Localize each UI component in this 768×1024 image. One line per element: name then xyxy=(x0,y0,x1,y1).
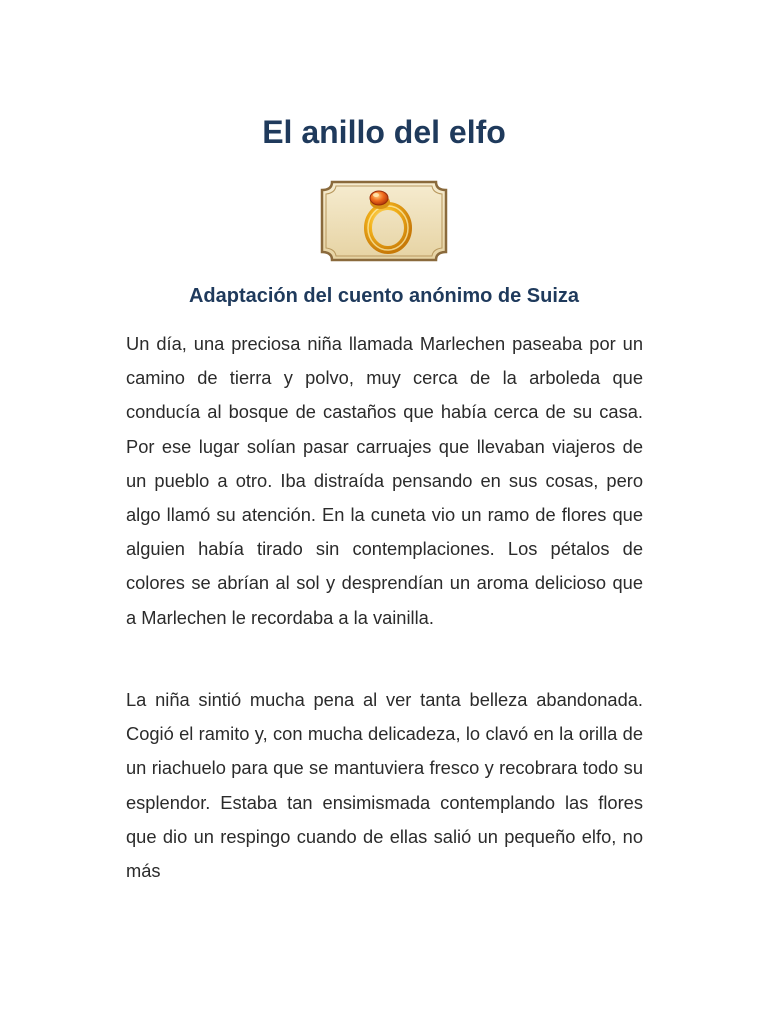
ring-icon xyxy=(318,178,450,264)
story-paragraph-2: La niña sintió mucha pena al ver tanta belleza abandonada. Cogió el ramito y, con mucha delicadeza, lo clavó en la orilla de un riachuelo para que se mantuviera fresco y recobrara todo su esplendor. Estaba tan ensimismada contemplando las flores que dio un respingo cuando de ellas salió un pequeño elfo, no más xyxy=(126,689,643,882)
page-title: El anillo del elfo xyxy=(262,114,506,150)
story-paragraph-1: Un día, una preciosa niña llamada Marlechen paseaba por un camino de tierra y polvo, muy cerca de la arboleda que conducía al bosque de castaños que había cerca de su casa. Por ese lugar solían pasar carruajes que llevaban viajeros de un pueblo a otro. Iba distraída pensando en sus cosas, pero algo llamó su atención. En la cuneta vio un ramo de flores que alguien había tirado sin contemplaciones. Los pétalos de colores se abrían al sol y desprendían un aroma delicioso que a Marlechen le recordaba a la vainilla. xyxy=(126,333,643,628)
story-subtitle: Adaptación del cuento anónimo de Suiza xyxy=(188,285,580,307)
ring-illustration xyxy=(318,178,450,264)
